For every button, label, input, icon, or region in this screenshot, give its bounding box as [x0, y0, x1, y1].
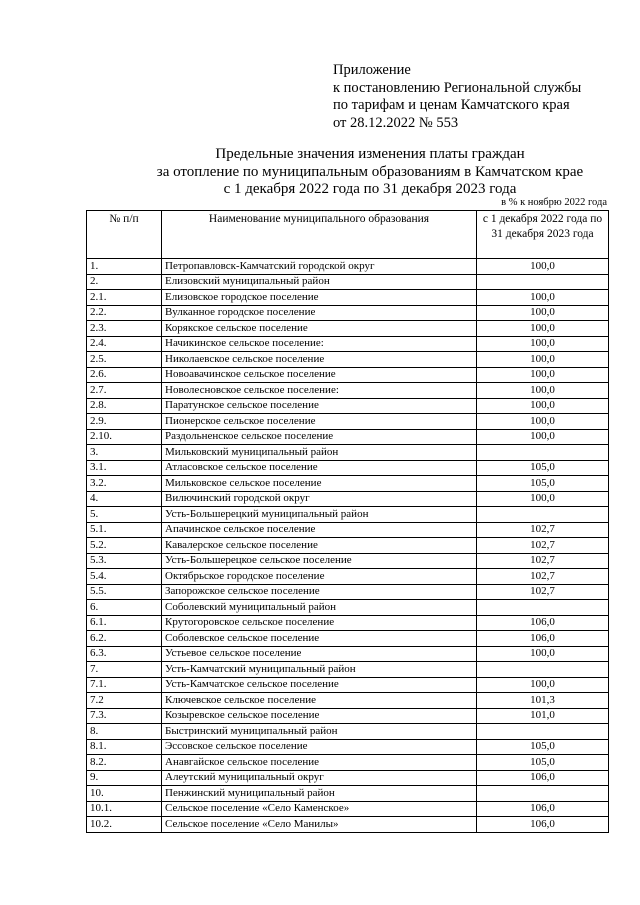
- row-value: 100,0: [477, 336, 609, 352]
- row-value: 105,0: [477, 739, 609, 755]
- row-name: Усть-Камчатский муниципальный район: [162, 662, 477, 678]
- row-value: 100,0: [477, 321, 609, 337]
- row-name: Вулканное городское поселение: [162, 305, 477, 321]
- row-value: 106,0: [477, 631, 609, 647]
- row-name: Корякское сельское поселение: [162, 321, 477, 337]
- row-number: 3.2.: [87, 476, 162, 492]
- row-value: 100,0: [477, 414, 609, 430]
- appendix-line: от 28.12.2022 № 553: [333, 114, 459, 131]
- table-row: [87, 476, 609, 492]
- row-name: Кавалерское сельское поселение: [162, 538, 477, 554]
- table-row: [87, 724, 609, 740]
- row-number: 5.5.: [87, 584, 162, 600]
- row-value: [477, 662, 609, 678]
- table-row: [87, 414, 609, 430]
- row-value: 102,7: [477, 538, 609, 554]
- row-number: 6.1.: [87, 615, 162, 631]
- row-name: Апачинское сельское поселение: [162, 522, 477, 538]
- row-value: [477, 724, 609, 740]
- row-value: 100,0: [477, 305, 609, 321]
- row-name: Пенжинский муниципальный район: [162, 786, 477, 802]
- row-number: 6.: [87, 600, 162, 616]
- row-name: Вилючинский городской округ: [162, 491, 477, 507]
- row-value: [477, 507, 609, 523]
- row-value: 102,7: [477, 584, 609, 600]
- row-number: 10.1.: [87, 801, 162, 817]
- row-number: 5.: [87, 507, 162, 523]
- table-row: [87, 290, 609, 306]
- title-line: с 1 декабря 2022 года по 31 декабря 2023 года: [223, 181, 517, 197]
- row-value: 100,0: [477, 491, 609, 507]
- row-value: 100,0: [477, 352, 609, 368]
- table-row: [87, 693, 609, 709]
- table-row: [87, 817, 609, 833]
- header-value: с 1 декабря 2022 года по 31 декабря 2023 года: [477, 211, 609, 259]
- row-number: 2.6.: [87, 367, 162, 383]
- row-number: 1.: [87, 259, 162, 275]
- table-row: [87, 274, 609, 290]
- table-row: [87, 398, 609, 414]
- row-value: 106,0: [477, 615, 609, 631]
- row-value: 105,0: [477, 755, 609, 771]
- row-number: 5.1.: [87, 522, 162, 538]
- row-name: Атласовское сельское поселение: [162, 460, 477, 476]
- row-name: Устьевое сельское поселение: [162, 646, 477, 662]
- row-name: Елизовский муниципальный район: [162, 274, 477, 290]
- row-value: [477, 786, 609, 802]
- row-name: Петропавловск-Камчатский городской округ: [162, 259, 477, 275]
- row-number: 8.: [87, 724, 162, 740]
- row-name: Эссовское сельское поселение: [162, 739, 477, 755]
- row-name: Быстринский муниципальный район: [162, 724, 477, 740]
- row-number: 3.1.: [87, 460, 162, 476]
- row-number: 5.4.: [87, 569, 162, 585]
- table-row: [87, 755, 609, 771]
- appendix-line: Приложение: [333, 62, 411, 78]
- row-number: 2.7.: [87, 383, 162, 399]
- row-value: 102,7: [477, 553, 609, 569]
- limits-table: [86, 210, 609, 833]
- table-row: [87, 507, 609, 523]
- row-name: Усть-Большерецкий муниципальный район: [162, 507, 477, 523]
- row-number: 4.: [87, 491, 162, 507]
- table-row: [87, 538, 609, 554]
- row-name: Октябрьское городское поселение: [162, 569, 477, 585]
- row-number: 7.: [87, 662, 162, 678]
- row-number: 2.2.: [87, 305, 162, 321]
- table-row: [87, 383, 609, 399]
- row-number: 2.9.: [87, 414, 162, 430]
- row-number: 10.: [87, 786, 162, 802]
- row-name: Начикинское сельское поселение:: [162, 336, 477, 352]
- table-row: [87, 801, 609, 817]
- row-name: Пионерское сельское поселение: [162, 414, 477, 430]
- table-row: [87, 321, 609, 337]
- table-row: [87, 553, 609, 569]
- table-body: [87, 259, 609, 833]
- row-value: 106,0: [477, 770, 609, 786]
- row-number: 3.: [87, 445, 162, 461]
- row-name: Соболевский муниципальный район: [162, 600, 477, 616]
- row-name: Усть-Большерецкое сельское поселение: [162, 553, 477, 569]
- row-name: Запорожское сельское поселение: [162, 584, 477, 600]
- row-number: 2.10.: [87, 429, 162, 445]
- table-header-row: [87, 211, 609, 259]
- appendix-line: к постановлению Региональной службы: [333, 79, 582, 96]
- row-value: 102,7: [477, 569, 609, 585]
- row-value: 102,7: [477, 522, 609, 538]
- title-line: Предельные значения изменения платы граждан: [215, 146, 525, 162]
- row-number: 2.4.: [87, 336, 162, 352]
- row-number: 2.8.: [87, 398, 162, 414]
- row-name: Мильковское сельское поселение: [162, 476, 477, 492]
- table-row: [87, 677, 609, 693]
- row-number: 5.3.: [87, 553, 162, 569]
- table-row: [87, 786, 609, 802]
- table-row: [87, 631, 609, 647]
- table-row: [87, 460, 609, 476]
- row-name: Елизовское городское поселение: [162, 290, 477, 306]
- row-value: 105,0: [477, 460, 609, 476]
- row-number: 7.1.: [87, 677, 162, 693]
- row-number: 8.2.: [87, 755, 162, 771]
- table-row: [87, 429, 609, 445]
- row-name: Новолесновское сельское поселение:: [162, 383, 477, 399]
- row-value: 100,0: [477, 367, 609, 383]
- header-name: Наименование муниципального образования: [162, 211, 477, 259]
- row-name: Козыревское сельское поселение: [162, 708, 477, 724]
- table-row: [87, 739, 609, 755]
- row-name: Сельское поселение «Село Каменское»: [162, 801, 477, 817]
- row-number: 2.5.: [87, 352, 162, 368]
- row-value: 106,0: [477, 801, 609, 817]
- row-value: 100,0: [477, 429, 609, 445]
- row-value: 100,0: [477, 259, 609, 275]
- table-row: [87, 646, 609, 662]
- table-row: [87, 491, 609, 507]
- appendix-block: [333, 62, 581, 132]
- row-name: Раздольненское сельское поселение: [162, 429, 477, 445]
- table-row: [87, 336, 609, 352]
- row-value: 100,0: [477, 383, 609, 399]
- row-value: 101,0: [477, 708, 609, 724]
- row-value: 106,0: [477, 817, 609, 833]
- row-value: 100,0: [477, 398, 609, 414]
- row-value: 100,0: [477, 646, 609, 662]
- table-row: [87, 662, 609, 678]
- row-number: 5.2.: [87, 538, 162, 554]
- row-value: 100,0: [477, 677, 609, 693]
- row-name: Алеутский муниципальный округ: [162, 770, 477, 786]
- table-row: [87, 600, 609, 616]
- appendix-line: по тарифам и ценам Камчатского края: [333, 97, 570, 113]
- row-number: 6.2.: [87, 631, 162, 647]
- table-row: [87, 708, 609, 724]
- row-number: 7.3.: [87, 708, 162, 724]
- table-row: [87, 445, 609, 461]
- row-name: Паратунское сельское поселение: [162, 398, 477, 414]
- unit-note: в % к ноябрю 2022 года: [501, 197, 607, 208]
- row-name: Ключевское сельское поселение: [162, 693, 477, 709]
- row-name: Новоавачинское сельское поселение: [162, 367, 477, 383]
- row-name: Мильковский муниципальный район: [162, 445, 477, 461]
- title-line: за отопление по муниципальным образованиям в Камчатском крае: [156, 163, 584, 180]
- row-name: Соболевское сельское поселение: [162, 631, 477, 647]
- row-number: 2.: [87, 274, 162, 290]
- table-row: [87, 522, 609, 538]
- row-number: 9.: [87, 770, 162, 786]
- table-row: [87, 584, 609, 600]
- row-value: [477, 274, 609, 290]
- row-number: 2.1.: [87, 290, 162, 306]
- row-number: 10.2.: [87, 817, 162, 833]
- row-value: 100,0: [477, 290, 609, 306]
- table-row: [87, 367, 609, 383]
- row-value: 101,3: [477, 693, 609, 709]
- row-value: [477, 445, 609, 461]
- row-name: Николаевское сельское поселение: [162, 352, 477, 368]
- table-row: [87, 615, 609, 631]
- table-row: [87, 305, 609, 321]
- row-number: 8.1.: [87, 739, 162, 755]
- row-name: Крутогоровское сельское поселение: [162, 615, 477, 631]
- header-num: № п/п: [87, 211, 162, 259]
- table-row: [87, 352, 609, 368]
- row-name: Анавгайское сельское поселение: [162, 755, 477, 771]
- table-row: [87, 259, 609, 275]
- row-number: 2.3.: [87, 321, 162, 337]
- table-row: [87, 770, 609, 786]
- row-name: Сельское поселение «Село Манилы»: [162, 817, 477, 833]
- row-value: 105,0: [477, 476, 609, 492]
- row-number: 7.2: [87, 693, 162, 709]
- table-row: [87, 569, 609, 585]
- row-name: Усть-Камчатское сельское поселение: [162, 677, 477, 693]
- row-value: [477, 600, 609, 616]
- row-number: 6.3.: [87, 646, 162, 662]
- document-title: [80, 146, 640, 199]
